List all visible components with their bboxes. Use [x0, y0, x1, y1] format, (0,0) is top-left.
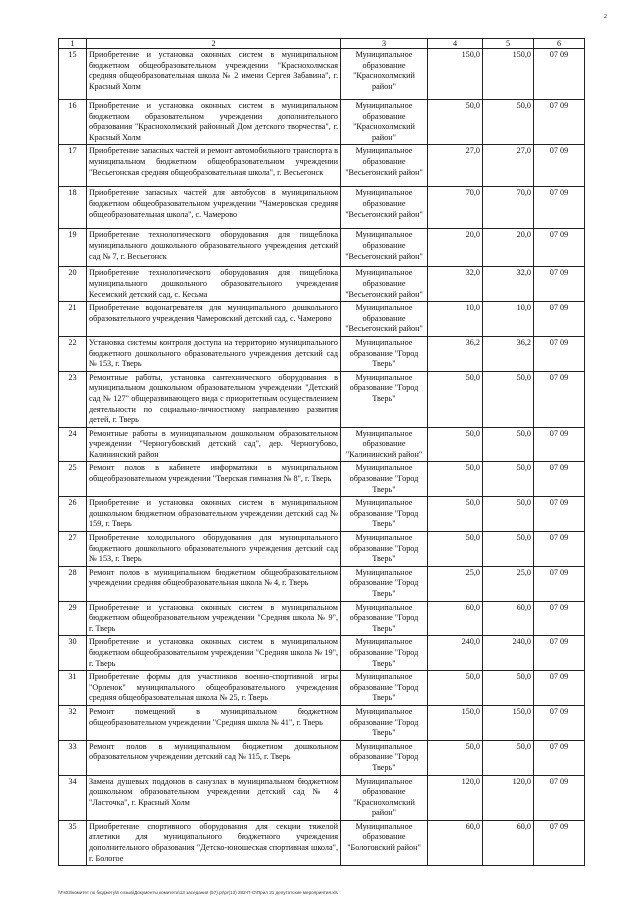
amount-total-cell: 60,0	[428, 820, 483, 865]
amount-cell: 36,2	[483, 336, 534, 371]
header-row	[59, 39, 585, 49]
description-cell: Приобретение технологического оборудования для пищеблока муниципального дошкольного образовательного учреждения детский сад № 7, г. Весьегонск	[87, 229, 341, 267]
budget-code-cell: 07 09	[534, 462, 585, 497]
description-cell: Приобретение водонагревателя для муниципального дошкольного образовательного учреждения Чамеровский детский сад, с. Чамерово	[87, 302, 341, 337]
description-cell: Ремонтные работы в муниципальном дошкольном образовательном учреждении "Черногубовский детский сад", дер. Черногубово, Калининский район	[87, 427, 341, 462]
amount-cell: 50,0	[483, 740, 534, 775]
amount-cell: 27,0	[483, 145, 534, 187]
column-header-4: 4	[428, 39, 483, 49]
description-cell: Ремонт полов в муниципальном бюджетном дошкольном образовательном учреждении детский сад № 115, г. Тверь	[87, 740, 341, 775]
amount-total-cell: 32,0	[428, 267, 483, 302]
organization-cell: Муниципальное образование "Город Тверь"	[341, 601, 428, 636]
table-row	[59, 566, 585, 601]
column-header-6: 6	[534, 39, 585, 49]
amount-total-cell: 36,2	[428, 336, 483, 371]
description-cell: Замена душевых поддонов в санузлах в муниципальном бюджетном дошкольном образовательном учреждении детский сад № 4 "Ласточка", г. Красный Холм	[87, 775, 341, 820]
budget-code-cell: 07 09	[534, 636, 585, 671]
table-row	[59, 229, 585, 267]
description-cell: Приобретение и установка оконных систем в муниципальном дошкольном бюджетном образовательном учреждении детский сад № 159, г. Тверь	[87, 497, 341, 532]
description-cell: Приобретение запасных частей для автобусов в муниципальном бюджетном общеобразовательном учреждении "Чамеровская средняя общеобразовательная школа", с. Чамерово	[87, 187, 341, 229]
description-cell: Приобретение холодильного оборудования для муниципального бюджетного дошкольного образовательного учреждения детский сад № 153, г. Тверь	[87, 532, 341, 567]
table-row	[59, 820, 585, 865]
row-number-cell: 20	[59, 267, 87, 302]
budget-code-cell: 07 09	[534, 371, 585, 427]
table-row	[59, 705, 585, 740]
amount-cell: 150,0	[483, 705, 534, 740]
organization-cell: Муниципальное образование "Город Тверь"	[341, 497, 428, 532]
description-cell: Установка системы контроля доступа на территорию муниципального бюджетного дошкольного образовательного учреждения детский сад № 153, г. Тверь	[87, 336, 341, 371]
description-cell: Приобретение запасных частей и ремонт автомобильного транспорта в муниципальном бюджетном общеобразовательном учреждении "Весьегонская средняя общеобразовательная школа", г. Весьегонск	[87, 145, 341, 187]
table-row	[59, 267, 585, 302]
organization-cell: Муниципальное образование "Весьегонский район"	[341, 187, 428, 229]
page-number: 2	[604, 14, 607, 20]
row-number-cell: 22	[59, 336, 87, 371]
amount-cell: 50,0	[483, 371, 534, 427]
budget-code-cell: 07 09	[534, 100, 585, 145]
budget-code-cell: 07 09	[534, 705, 585, 740]
description-cell: Приобретение и установка оконных систем в муниципальном бюджетном общеобразовательном учреждении "Средняя школа № 19", г. Тверь	[87, 636, 341, 671]
amount-total-cell: 70,0	[428, 187, 483, 229]
budget-code-cell: 07 09	[534, 740, 585, 775]
table-row	[59, 49, 585, 100]
row-number-cell: 26	[59, 497, 87, 532]
column-header-2: 2	[87, 39, 341, 49]
table-row	[59, 427, 585, 462]
organization-cell: Муниципальное образование "Краснохолмский район"	[341, 100, 428, 145]
organization-cell: Муниципальное образование "Город Тверь"	[341, 371, 428, 427]
row-number-cell: 34	[59, 775, 87, 820]
budget-code-cell: 07 09	[534, 427, 585, 462]
organization-cell: Муниципальное образование "Город Тверь"	[341, 740, 428, 775]
row-number-cell: 18	[59, 187, 87, 229]
table-row	[59, 302, 585, 337]
budget-code-cell: 07 09	[534, 267, 585, 302]
table-row	[59, 336, 585, 371]
expenditure-table	[58, 38, 585, 866]
organization-cell: Муниципальное образование "Калининский район"	[341, 427, 428, 462]
organization-cell: Муниципальное образование "Весьегонский район"	[341, 229, 428, 267]
budget-code-cell: 07 09	[534, 336, 585, 371]
row-number-cell: 23	[59, 371, 87, 427]
description-cell: Приобретение и установка оконных систем в муниципальном бюджетном образовательном учреждении дополнительного образования "Краснохолмский районный Дом детского творчества", г. Красный Холм	[87, 100, 341, 145]
amount-total-cell: 27,0	[428, 145, 483, 187]
amount-total-cell: 150,0	[428, 49, 483, 100]
table-row	[59, 462, 585, 497]
amount-cell: 50,0	[483, 100, 534, 145]
budget-code-cell: 07 09	[534, 601, 585, 636]
description-cell: Ремонт полов в муниципальном бюджетном общеобразовательном учреждении средняя общеобразовательная школа № 4, г. Тверь	[87, 566, 341, 601]
row-number-cell: 35	[59, 820, 87, 865]
table-row	[59, 671, 585, 706]
column-header-1: 1	[59, 39, 87, 49]
organization-cell: Муниципальное образование "Весьегонский район"	[341, 267, 428, 302]
row-number-cell: 28	[59, 566, 87, 601]
row-number-cell: 32	[59, 705, 87, 740]
amount-total-cell: 50,0	[428, 427, 483, 462]
budget-code-cell: 07 09	[534, 187, 585, 229]
table-row	[59, 601, 585, 636]
organization-cell: Муниципальное образование "Весьегонский район"	[341, 302, 428, 337]
table-row	[59, 532, 585, 567]
budget-code-cell: 07 09	[534, 302, 585, 337]
row-number-cell: 31	[59, 671, 87, 706]
organization-cell: Муниципальное образование "Город Тверь"	[341, 671, 428, 706]
budget-code-cell: 07 09	[534, 145, 585, 187]
description-cell: Приобретение формы для участников военно-спортивной игры "Орленок" муниципального общеобразовательного учреждения средняя общеобразовательная школа № 25, г. Тверь	[87, 671, 341, 706]
amount-total-cell: 20,0	[428, 229, 483, 267]
organization-cell: Муниципальное образование "Город Тверь"	[341, 566, 428, 601]
amount-cell: 150,0	[483, 49, 534, 100]
table-row	[59, 145, 585, 187]
organization-cell: Муниципальное образование "Город Тверь"	[341, 705, 428, 740]
amount-total-cell: 50,0	[428, 532, 483, 567]
budget-code-cell: 07 09	[534, 229, 585, 267]
amount-cell: 60,0	[483, 820, 534, 865]
budget-code-cell: 07 09	[534, 497, 585, 532]
organization-cell: Муниципальное образование "Краснохолмский район"	[341, 775, 428, 820]
amount-cell: 50,0	[483, 671, 534, 706]
organization-cell: Муниципальное образование "Город Тверь"	[341, 336, 428, 371]
budget-code-cell: 07 09	[534, 671, 585, 706]
table-row	[59, 740, 585, 775]
amount-cell: 25,0	[483, 566, 534, 601]
amount-total-cell: 25,0	[428, 566, 483, 601]
table-row	[59, 775, 585, 820]
amount-cell: 50,0	[483, 532, 534, 567]
table-row	[59, 371, 585, 427]
row-number-cell: 25	[59, 462, 87, 497]
amount-cell: 70,0	[483, 187, 534, 229]
amount-total-cell: 50,0	[428, 740, 483, 775]
amount-cell: 50,0	[483, 497, 534, 532]
row-number-cell: 24	[59, 427, 87, 462]
table-row	[59, 100, 585, 145]
budget-code-cell: 07 09	[534, 49, 585, 100]
organization-cell: Муниципальное образование "Краснохолмский район"	[341, 49, 428, 100]
amount-total-cell: 240,0	[428, 636, 483, 671]
description-cell: Приобретение и установка оконных систем в муниципальном бюджетном общеобразовательном учреждении "Средняя школа № 9", г. Тверь	[87, 601, 341, 636]
amount-total-cell: 50,0	[428, 462, 483, 497]
row-number-cell: 27	[59, 532, 87, 567]
budget-code-cell: 07 09	[534, 775, 585, 820]
amount-total-cell: 50,0	[428, 100, 483, 145]
organization-cell: Муниципальное образование "Бологовский район"	[341, 820, 428, 865]
row-number-cell: 21	[59, 302, 87, 337]
amount-total-cell: 60,0	[428, 601, 483, 636]
organization-cell: Муниципальное образование "Город Тверь"	[341, 636, 428, 671]
description-cell: Приобретение спортивного оборудования для секции тяжелой атлетики для муниципального бюджетного учреждения дополнительного образования "Детско-юношеская спортивная школа", г. Бологое	[87, 820, 341, 865]
organization-cell: Муниципальное образование "Весьегонский район"	[341, 145, 428, 187]
row-number-cell: 16	[59, 100, 87, 145]
amount-total-cell: 50,0	[428, 671, 483, 706]
amount-cell: 32,0	[483, 267, 534, 302]
budget-code-cell: 07 09	[534, 566, 585, 601]
row-number-cell: 33	[59, 740, 87, 775]
table-row	[59, 636, 585, 671]
amount-total-cell: 50,0	[428, 497, 483, 532]
amount-cell: 50,0	[483, 462, 534, 497]
amount-total-cell: 50,0	[428, 371, 483, 427]
organization-cell: Муниципальное образование "Город Тверь"	[341, 532, 428, 567]
description-cell: Ремонт помещений в муниципальном бюджетном общеобразовательном учреждении "Средняя школа № 41", г. Тверь	[87, 705, 341, 740]
table-row	[59, 187, 585, 229]
amount-total-cell: 120,0	[428, 775, 483, 820]
table-row	[59, 497, 585, 532]
budget-code-cell: 07 09	[534, 532, 585, 567]
description-cell: Ремонт полов в кабинете информатики в муниципальном общеобразовательном учреждении "Тверская гимназия № 8", г. Тверь	[87, 462, 341, 497]
amount-cell: 50,0	[483, 427, 534, 462]
amount-cell: 20,0	[483, 229, 534, 267]
column-header-5: 5	[483, 39, 534, 49]
organization-cell: Муниципальное образование "Город Тверь"	[341, 462, 428, 497]
row-number-cell: 30	[59, 636, 87, 671]
row-number-cell: 15	[59, 49, 87, 100]
amount-total-cell: 150,0	[428, 705, 483, 740]
row-number-cell: 17	[59, 145, 87, 187]
description-cell: Приобретение технологического оборудования для пищеблока муниципального дошкольного образовательного учреждения Кесемский детский сад, с. Кесьма	[87, 267, 341, 302]
description-cell: Приобретение и установка оконных систем в муниципальном бюджетном общеобразовательном учреждении "Краснохолмская средняя общеобразовательная школа № 2 имени Сергея Забавина", г. Красный Холм	[87, 49, 341, 100]
amount-total-cell: 10,0	[428, 302, 483, 337]
file-path-footer: \\Fs03\комитет по бюджету\в созыв\Документы комитета\13 заседания (57).pr\pr(13) 282-П-О\Прил 31 депутатские мероприятия.xls	[58, 890, 338, 895]
column-header-3: 3	[341, 39, 428, 49]
description-cell: Ремонтные работы, установка сантехнического оборудования в муниципальном дошкольном образовательном учреждении "Детский сад № 127" общеразвивающего вида с приоритетным осуществлением деятельности по социально-личностному направлению развития детей, г. Тверь	[87, 371, 341, 427]
row-number-cell: 29	[59, 601, 87, 636]
amount-cell: 10,0	[483, 302, 534, 337]
row-number-cell: 19	[59, 229, 87, 267]
amount-cell: 240,0	[483, 636, 534, 671]
amount-cell: 60,0	[483, 601, 534, 636]
amount-cell: 120,0	[483, 775, 534, 820]
budget-code-cell: 07 09	[534, 820, 585, 865]
